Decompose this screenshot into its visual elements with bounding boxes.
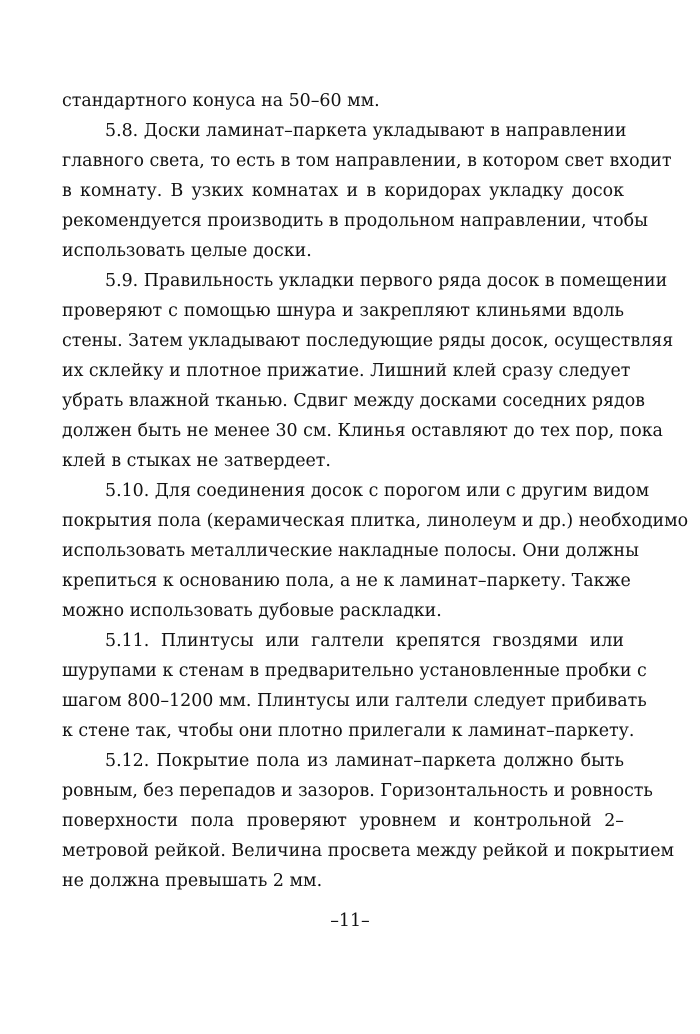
body-text-line: покрытия пола (керамическая плитка, линолеум и др.) необходимо: [62, 511, 689, 531]
body-text-line: ровным, без перепадов и зазоров. Горизонтальность и ровность: [62, 781, 653, 801]
body-text-line: метровой рейкой. Величина просвета между рейкой и покрытием: [62, 841, 675, 861]
body-text-line: в комнату. В узких комнатах и в коридорах укладку досок: [62, 181, 624, 201]
body-text-line: использовать целые доски.: [62, 241, 312, 261]
body-text-line: использовать металлические накладные полосы. Они должны: [62, 541, 639, 561]
body-text-line: к стене так, чтобы они плотно прилегали к ламинат–паркету.: [62, 721, 635, 741]
paragraph-5-12-first-line: 5.12. Покрытие пола из ламинат–паркета должно быть: [105, 751, 624, 771]
body-text-line: клей в стыках не затвердеет.: [62, 451, 331, 471]
body-text-line: поверхности пола проверяют уровнем и контрольной 2–: [62, 811, 624, 831]
body-text-line: стандартного конуса на 50–60 мм.: [62, 91, 380, 111]
body-text-line: должен быть не менее 30 см. Клинья оставляют до тех пор, пока: [62, 421, 663, 441]
body-text-line: можно использовать дубовые раскладки.: [62, 601, 442, 621]
paragraph-5-11-first-line: 5.11. Плинтусы или галтели крепятся гвоздями или: [105, 631, 624, 651]
body-text-line: шурупами к стенам в предварительно установленные пробки с: [62, 661, 647, 681]
body-text-line: главного света, то есть в том направлении, в котором свет входит: [62, 151, 672, 171]
body-text-line: рекомендуется производить в продольном направлении, чтобы: [62, 211, 648, 231]
paragraph-5-8-first-line: 5.8. Доски ламинат–паркета укладывают в направлении: [105, 121, 627, 141]
paragraph-5-9-first-line: 5.9. Правильность укладки первого ряда досок в помещении: [105, 271, 668, 291]
page-number: –11–: [330, 911, 370, 931]
body-text-line: их склейку и плотное прижатие. Лишний клей сразу следует: [62, 361, 631, 381]
body-text-line: стены. Затем укладывают последующие ряды досок, осуществляя: [62, 331, 674, 351]
body-text-line: крепиться к основанию пола, а не к ламинат–паркету. Также: [62, 571, 631, 591]
body-text-line: убрать влажной тканью. Сдвиг между досками соседних рядов: [62, 391, 645, 411]
paragraph-5-10-first-line: 5.10. Для соединения досок с порогом или с другим видом: [105, 481, 650, 501]
body-text-line: проверяют с помощью шнура и закрепляют клиньями вдоль: [62, 301, 624, 321]
body-text-line: не должна превышать 2 мм.: [62, 871, 323, 891]
body-text-line: шагом 800–1200 мм. Плинтусы или галтели следует прибивать: [62, 691, 647, 711]
